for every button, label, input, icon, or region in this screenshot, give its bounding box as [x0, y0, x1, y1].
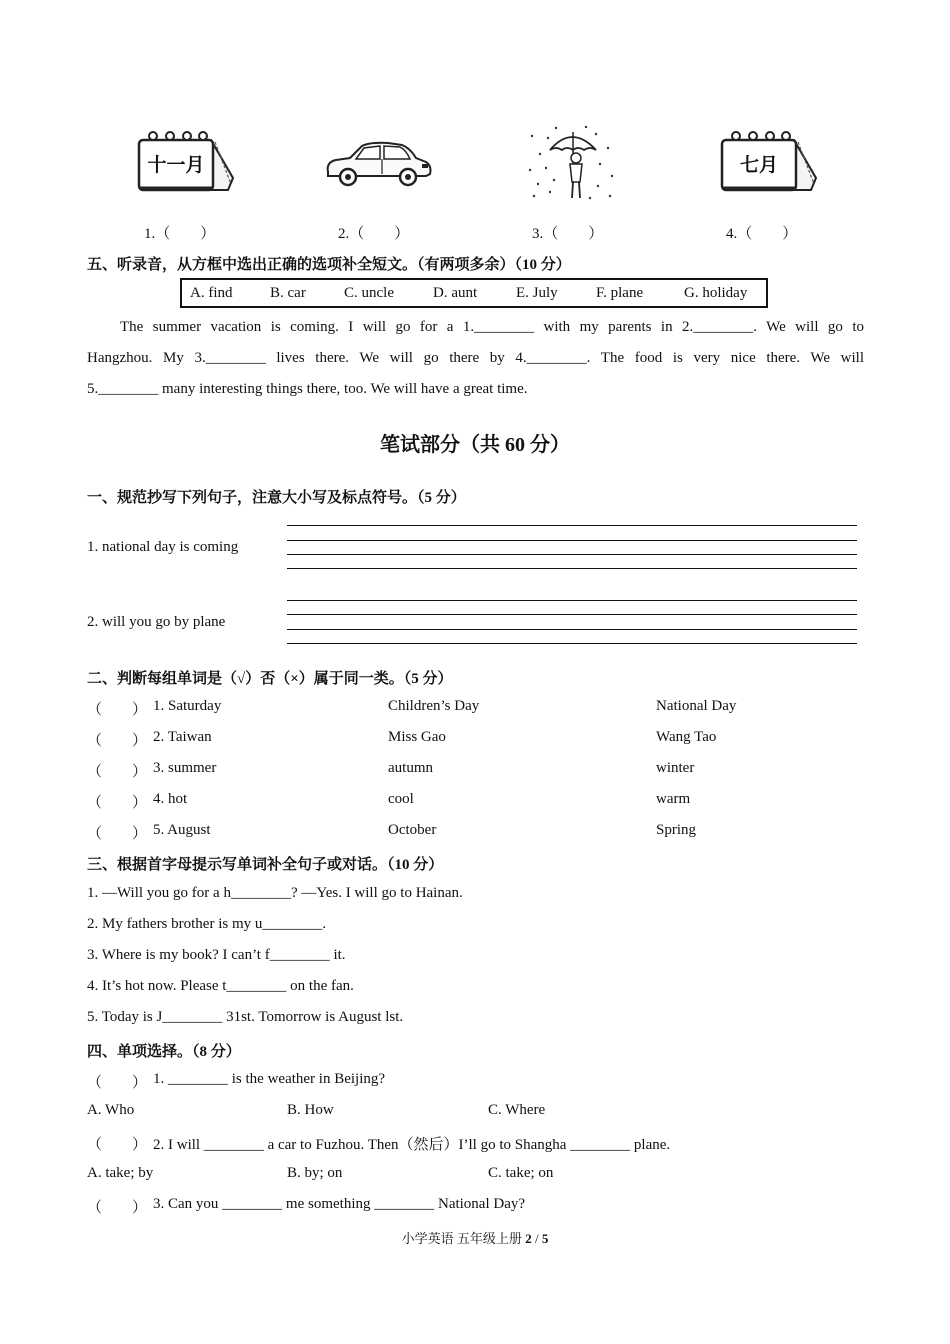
answer-bracket[interactable]: （ ） — [87, 702, 148, 718]
q2-option-c: C. take; on — [488, 1165, 554, 1181]
answer-bracket[interactable]: （ ） — [87, 764, 148, 780]
word-group-2-a: 2. Taiwan — [153, 729, 212, 745]
passage-line-1: The summer vacation is coming. I will go for a 1.________ with my parents in 2.________. We will go to — [120, 319, 864, 335]
part4-title: 四、单项选择。（8 分） — [87, 1044, 241, 1060]
word-group-4-a: 4. hot — [153, 791, 188, 807]
word-group-3-a: 3. summer — [153, 760, 217, 776]
q1-option-a: A. Who — [87, 1102, 135, 1118]
fill-item-1: 1. —Will you go for a h________? —Yes. I will go to Hainan. — [87, 885, 463, 901]
word-group-5-a: 5. August — [153, 822, 211, 838]
word-group-5-c: Spring — [656, 822, 697, 838]
q2-option-b: B. by; on — [287, 1165, 343, 1181]
answer-bracket[interactable]: （ ） — [87, 826, 148, 842]
word-group-2-c: Wang Tao — [656, 729, 717, 745]
footer-page: 2 — [525, 1231, 532, 1246]
picture-label-3[interactable]: 3.（ ） — [532, 226, 604, 242]
writing-line[interactable] — [287, 643, 857, 644]
option-c: C. uncle — [344, 285, 394, 301]
option-a: A. find — [190, 285, 233, 301]
passage-line-3: 5.________ many interesting things there, too. We will have a great time. — [87, 381, 528, 397]
passage — [87, 312, 864, 405]
question-1: 1. ________ is the weather in Beijing? — [153, 1071, 386, 1087]
word-group-1-a: 1. Saturday — [153, 698, 222, 714]
word-group-5-b: October — [388, 822, 437, 838]
car-icon — [322, 138, 434, 190]
word-group-2-b: Miss Gao — [388, 729, 446, 745]
writing-line[interactable] — [287, 540, 857, 541]
picture-label-1[interactable]: 1.（ ） — [144, 226, 216, 242]
copy-item-2: 2. will you go by plane — [87, 614, 226, 630]
word-group-3-c: winter — [656, 760, 695, 776]
answer-bracket[interactable]: （ ） — [87, 1075, 148, 1091]
written-section-title: 笔试部分（共 60 分） — [380, 434, 570, 456]
fill-item-4: 4. It’s hot now. Please t________ on the fan. — [87, 978, 354, 994]
word-group-4-b: cool — [388, 791, 414, 807]
calendar-text-4: 七月 — [739, 154, 779, 176]
calendar-icon — [133, 128, 239, 198]
word-group-1-b: Children’s Day — [388, 698, 480, 714]
footer-subject: 小学英语 五年级上册 — [401, 1231, 522, 1246]
q1-option-b: B. How — [287, 1102, 334, 1118]
option-f: F. plane — [596, 285, 644, 301]
part1-title: 一、规范抄写下列句子，注意大小写及标点符号。（5 分） — [87, 490, 466, 506]
word-group-3-b: autumn — [388, 760, 433, 776]
option-e: E. July — [516, 285, 558, 301]
fill-item-3: 3. Where is my book? I can’t f________ it. — [87, 947, 346, 963]
answer-bracket[interactable]: （ ） — [87, 1200, 148, 1216]
rain-umbrella-icon — [526, 124, 618, 204]
part3-title: 三、根据首字母提示写单词补全句子或对话。（10 分） — [87, 857, 444, 873]
option-b: B. car — [270, 285, 306, 301]
answer-bracket[interactable]: （ ） — [87, 1137, 148, 1153]
writing-line[interactable] — [287, 568, 857, 569]
picture-label-2[interactable]: 2.（ ） — [338, 226, 410, 242]
calendar-icon — [716, 128, 822, 198]
writing-line[interactable] — [287, 614, 857, 615]
passage-line-2: Hangzhou. My 3.________ lives there. We will go there by 4.________. The food is very nice there. We will — [87, 350, 864, 366]
option-d: D. aunt — [433, 285, 478, 301]
fill-item-2: 2. My fathers brother is my u________. — [87, 916, 327, 932]
writing-line[interactable] — [287, 525, 857, 526]
section5-title: 五、听录音，从方框中选出正确的选项补全短文。（有两项多余）（10 分） — [87, 257, 571, 273]
writing-line[interactable] — [287, 554, 857, 555]
writing-line[interactable] — [287, 600, 857, 601]
q2-option-a: A. take; by — [87, 1165, 154, 1181]
option-g: G. holiday — [684, 285, 748, 301]
answer-bracket[interactable]: （ ） — [87, 795, 148, 811]
calendar-text-1: 十一月 — [147, 154, 205, 176]
answer-bracket[interactable]: （ ） — [87, 733, 148, 749]
footer-sep: / — [534, 1231, 539, 1246]
question-2: 2. I will ________ a car to Fuzhou. Then（然后）I’ll go to Shangha ________ plane. — [153, 1137, 671, 1153]
word-group-4-c: warm — [656, 791, 691, 807]
picture-label-4[interactable]: 4.（ ） — [726, 226, 798, 242]
fill-item-5: 5. Today is J________ 31st. Tomorrow is August lst. — [87, 1009, 404, 1025]
copy-item-1: 1. national day is coming — [87, 539, 239, 555]
writing-line[interactable] — [287, 629, 857, 630]
part2-title: 二、判断每组单词是（√）否（×）属于同一类。（5 分） — [87, 671, 453, 687]
footer-total: 5 — [541, 1231, 549, 1246]
q1-option-c: C. Where — [488, 1102, 546, 1118]
word-group-1-c: National Day — [656, 698, 737, 714]
page-footer — [0, 1228, 950, 1247]
question-3: 3. Can you ________ me something ________ National Day? — [153, 1196, 526, 1212]
